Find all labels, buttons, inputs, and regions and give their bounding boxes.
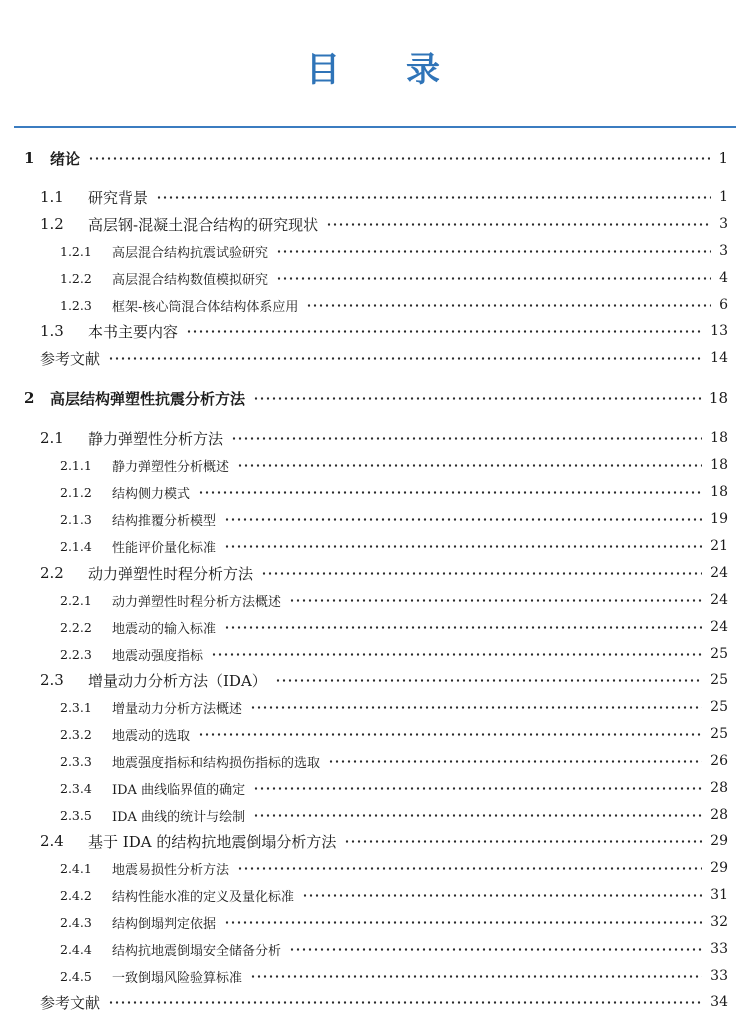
toc-section-2-1[interactable] — [40, 427, 728, 449]
toc-page: 19 — [710, 511, 728, 527]
toc-title: 框架-核心筒混合体结构体系应用 — [112, 299, 299, 315]
toc-page: 32 — [710, 914, 728, 930]
toc-subsection-2-3-3[interactable] — [60, 750, 728, 772]
toc-page: 34 — [710, 994, 728, 1010]
dot-leader — [253, 787, 702, 790]
dot-leader — [237, 867, 702, 870]
toc-title: 本书主要内容 — [88, 322, 179, 341]
toc-number: 2.1.1 — [60, 457, 92, 473]
toc-title: 参考文献 — [40, 349, 101, 368]
toc-title: 高层结构弹塑性抗震分析方法 — [50, 389, 246, 408]
toc-subsection-2-2-3[interactable] — [60, 643, 728, 665]
toc-title: 动力弹塑性时程分析方法概述 — [112, 594, 282, 610]
toc-section-1-1[interactable] — [40, 186, 728, 208]
toc-page: 29 — [710, 833, 728, 849]
toc-number: 2.4 — [40, 832, 64, 850]
toc-page: 18 — [710, 430, 728, 446]
toc-number: 1.2.3 — [60, 297, 92, 313]
toc-page: 33 — [710, 941, 728, 957]
dot-leader — [328, 760, 702, 763]
toc-page: 13 — [710, 323, 728, 339]
toc-page: 33 — [710, 968, 728, 984]
toc-subsection-2-3-5[interactable] — [60, 804, 728, 826]
toc-page: 25 — [710, 699, 728, 715]
dot-leader — [253, 397, 701, 400]
toc-number: 2.4.4 — [60, 941, 92, 957]
toc-title: IDA 曲线临界值的确定 — [112, 782, 246, 798]
toc-number: 1 — [24, 149, 35, 167]
toc-section-2-3[interactable] — [40, 669, 728, 691]
toc-title: 结构性能水准的定义及量化标准 — [112, 889, 295, 905]
toc-number: 1.2.1 — [60, 243, 92, 259]
toc-title: 地震易损性分析方法 — [112, 862, 230, 878]
dot-leader — [275, 679, 702, 682]
toc-references-2[interactable] — [40, 991, 728, 1013]
toc-page: 29 — [710, 860, 728, 876]
toc-page: 3 — [719, 216, 728, 232]
toc-section-1-2[interactable] — [40, 213, 728, 235]
toc-section-1-3[interactable] — [40, 320, 728, 342]
toc-number: 2.3.1 — [60, 699, 92, 715]
toc-page: 25 — [710, 646, 728, 662]
toc-number: 2 — [24, 389, 35, 407]
dot-leader — [276, 250, 711, 253]
toc-title: 高层混合结构数值模拟研究 — [112, 272, 269, 288]
toc-page: 26 — [710, 753, 728, 769]
toc-page: 18 — [710, 457, 728, 473]
toc-title: 性能评价量化标准 — [112, 540, 217, 556]
dot-leader — [302, 894, 702, 897]
toc-title: 地震动强度指标 — [112, 648, 204, 664]
toc-chapter-2[interactable] — [24, 387, 728, 409]
dot-leader — [186, 330, 702, 333]
toc-title: 动力弹塑性时程分析方法 — [88, 564, 254, 583]
toc-page: 24 — [710, 565, 728, 581]
toc-references-1[interactable] — [40, 347, 728, 369]
toc-chapter-1[interactable] — [24, 147, 728, 169]
toc-title: 基于 IDA 的结构抗地震倒塌分析方法 — [88, 832, 337, 851]
toc-number: 2.1.2 — [60, 484, 92, 500]
dot-leader — [326, 223, 711, 226]
toc-number: 1.2.2 — [60, 270, 92, 286]
toc-page: 3 — [719, 243, 728, 259]
toc-title: 高层混合结构抗震试验研究 — [112, 245, 269, 261]
dot-leader — [261, 572, 702, 575]
toc-number: 2.2.2 — [60, 619, 92, 635]
toc-title: 地震动的输入标准 — [112, 621, 217, 637]
toc-title: 地震强度指标和结构损伤指标的选取 — [112, 755, 321, 771]
dot-leader — [88, 157, 710, 160]
toc-page: 1 — [719, 189, 728, 205]
toc-number: 2.3.4 — [60, 780, 92, 796]
toc-number: 2.4.2 — [60, 887, 92, 903]
toc-subsection-2-4-1[interactable] — [60, 857, 728, 879]
toc-subsection-1-2-1[interactable] — [60, 240, 728, 262]
toc-section-2-2[interactable] — [40, 562, 728, 584]
toc-page: 18 — [708, 389, 728, 407]
toc-title: IDA 曲线的统计与绘制 — [112, 809, 246, 825]
toc-title: 结构抗地震倒塌安全储备分析 — [112, 943, 282, 959]
dot-leader — [237, 464, 702, 467]
toc-section-2-4[interactable] — [40, 830, 728, 852]
toc-title: 一致倒塌风险验算标准 — [112, 970, 243, 986]
toc-number: 2.3.5 — [60, 807, 92, 823]
toc-subsection-2-4-4[interactable] — [60, 938, 728, 960]
toc-page: 24 — [710, 619, 728, 635]
toc-number: 2.4.5 — [60, 968, 92, 984]
dot-leader — [250, 975, 702, 978]
toc-number: 2.1 — [40, 429, 64, 447]
toc-number: 2.2.1 — [60, 592, 92, 608]
dot-leader — [231, 437, 702, 440]
toc-title: 参考文献 — [40, 993, 101, 1012]
dot-leader — [306, 304, 711, 307]
dot-leader — [224, 921, 702, 924]
toc-number: 1.3 — [40, 322, 64, 340]
toc-title: 研究背景 — [88, 188, 149, 207]
toc-subsection-1-2-2[interactable] — [60, 267, 728, 289]
toc-number: 2.3.3 — [60, 753, 92, 769]
title-char-1: 目 — [306, 50, 344, 90]
dot-leader — [289, 948, 702, 951]
toc-title: 静力弹塑性分析概述 — [112, 459, 230, 475]
toc-page: 28 — [710, 807, 728, 823]
toc-subsection-2-1-3[interactable] — [60, 508, 728, 530]
toc-page: 1 — [718, 149, 728, 167]
toc-subsection-2-1-1[interactable] — [60, 454, 728, 476]
dot-leader — [224, 626, 702, 629]
toc-page: 18 — [710, 484, 728, 500]
toc-subsection-2-2-1[interactable] — [60, 589, 728, 611]
dot-leader — [276, 277, 711, 280]
toc-number: 1.1 — [40, 188, 64, 206]
toc-page: 21 — [710, 538, 728, 554]
toc-number: 2.3 — [40, 671, 64, 689]
toc-subsection-2-1-4[interactable] — [60, 535, 728, 557]
dot-leader — [108, 357, 702, 360]
dot-leader — [289, 599, 702, 602]
toc-page: 28 — [710, 780, 728, 796]
title-char-2: 录 — [406, 50, 444, 90]
toc-number: 1.2 — [40, 215, 64, 233]
toc-title: 绪论 — [50, 149, 81, 168]
toc-title: 静力弹塑性分析方法 — [88, 429, 224, 448]
toc-number: 2.2.3 — [60, 646, 92, 662]
dot-leader — [250, 706, 702, 709]
page-title — [0, 42, 750, 91]
toc-title: 增量动力分析方法概述 — [112, 701, 243, 717]
dot-leader — [156, 196, 711, 199]
toc-subsection-2-3-2[interactable] — [60, 723, 728, 745]
toc-title: 结构侧力模式 — [112, 486, 191, 502]
toc-title: 结构推覆分析模型 — [112, 513, 217, 529]
toc-subsection-2-1-2[interactable] — [60, 481, 728, 503]
toc-subsection-2-3-4[interactable] — [60, 777, 728, 799]
toc-subsection-2-3-1[interactable] — [60, 696, 728, 718]
toc-subsection-2-2-2[interactable] — [60, 616, 728, 638]
dot-leader — [344, 840, 702, 843]
toc-number: 2.3.2 — [60, 726, 92, 742]
dot-leader — [198, 733, 702, 736]
toc-title: 增量动力分析方法（IDA） — [88, 671, 267, 690]
toc-subsection-2-4-5[interactable] — [60, 965, 728, 987]
toc-number: 2.1.4 — [60, 538, 92, 554]
toc-page: 25 — [710, 672, 728, 688]
dot-leader — [108, 1001, 702, 1004]
dot-leader — [198, 491, 702, 494]
toc-subsection-2-4-3[interactable] — [60, 911, 728, 933]
toc-page: 14 — [710, 350, 728, 366]
toc-number: 2.2 — [40, 564, 64, 582]
toc-page: 31 — [710, 887, 728, 903]
toc-page: 24 — [710, 592, 728, 608]
dot-leader — [253, 814, 702, 817]
toc-number: 2.4.1 — [60, 860, 92, 876]
title-divider — [14, 126, 736, 128]
toc-page: 25 — [710, 726, 728, 742]
toc-subsection-2-4-2[interactable] — [60, 884, 728, 906]
toc-title: 高层钢-混凝土混合结构的研究现状 — [88, 215, 319, 234]
toc-title: 结构倒塌判定依据 — [112, 916, 217, 932]
toc-subsection-1-2-3[interactable] — [60, 294, 728, 316]
dot-leader — [224, 518, 702, 521]
toc-page: 4 — [719, 270, 728, 286]
dot-leader — [224, 545, 702, 548]
toc-title: 地震动的选取 — [112, 728, 191, 744]
toc-page: 6 — [719, 297, 728, 313]
toc-number: 2.4.3 — [60, 914, 92, 930]
dot-leader — [211, 653, 702, 656]
toc-number: 2.1.3 — [60, 511, 92, 527]
